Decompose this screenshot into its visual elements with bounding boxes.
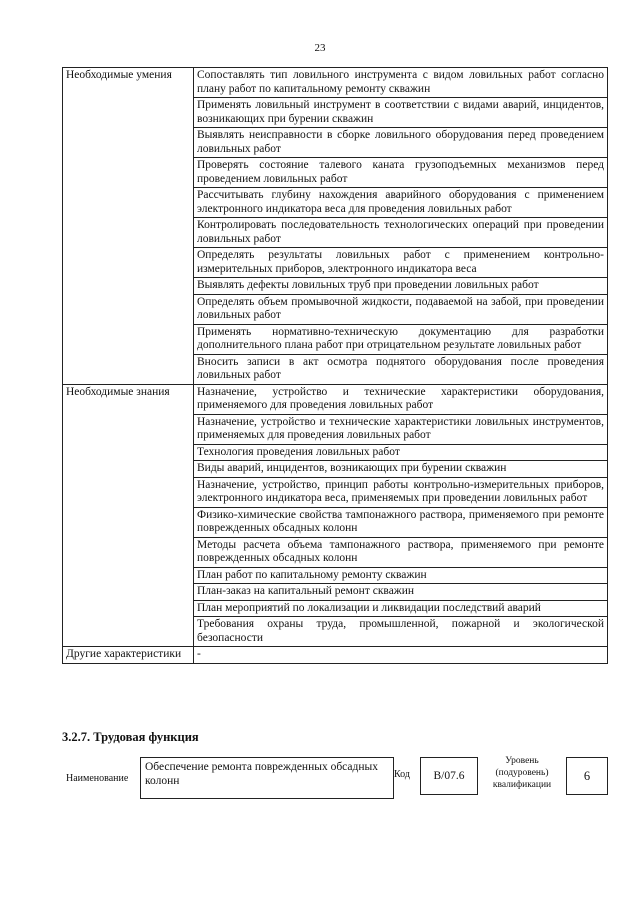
table-cell: Технология проведения ловильных работ <box>194 444 608 461</box>
name-label: Наименование <box>66 773 129 784</box>
table-cell: План работ по капитальному ремонту скважин <box>194 567 608 584</box>
section-title: 3.2.7. Трудовая функция <box>62 730 199 744</box>
table-row <box>63 647 608 664</box>
table-cell: Применять ловильный инструмент в соответствии с видами аварий, инцидентов, возникающих при бурении скважин <box>194 98 608 128</box>
page-number: 23 <box>314 42 326 54</box>
table-cell: Вносить записи в акт осмотра поднятого оборудования после проведения ловильных работ <box>194 354 608 384</box>
table-cell: Проверять состояние талевого каната грузоподъемных механизмов перед проведением ловильных работ <box>194 158 608 188</box>
table-cell: Физико-химические свойства тампонажного раствора, применяемого при ремонте поврежденных обсадных колонн <box>194 507 608 537</box>
table-cell: Назначение, устройство и технические характеристики ловильных инструментов, применяемых для проведения ловильных работ <box>194 414 608 444</box>
skills-label: Необходимые умения <box>63 68 194 385</box>
requirements-table <box>62 67 608 664</box>
table-row <box>63 384 608 414</box>
table-cell: Определять объем промывочной жидкости, подаваемой на забой, при проведении ловильных работ <box>194 294 608 324</box>
table-cell: Назначение, устройство и технические характеристики оборудования, применяемого для проведения ловильных работ <box>194 384 608 414</box>
table-cell: Применять нормативно-техническую документацию для разработки дополнительного плана работ при отрицательном результате ловильных работ <box>194 324 608 354</box>
table-cell: Выявлять дефекты ловильных труб при проведении ловильных работ <box>194 278 608 295</box>
level-label: Уровень (подуровень) квалификации <box>492 756 552 790</box>
table-cell: Требования охраны труда, промышленной, пожарной и экологической безопасности <box>194 617 608 647</box>
table-row <box>63 68 608 98</box>
table-cell: План мероприятий по локализации и ликвидации последствий аварий <box>194 600 608 617</box>
table-cell: Сопоставлять тип ловильного инструмента с видом ловильных работ согласно плану работ по капитальному ремонту скважин <box>194 68 608 98</box>
table-cell: - <box>194 647 608 664</box>
table-cell: Виды аварий, инцидентов, возникающих при бурении скважин <box>194 461 608 478</box>
code-label: Код <box>394 769 410 780</box>
code-value: B/07.6 <box>420 757 478 795</box>
table-cell: Определять результаты ловильных работ с применением контрольно-измерительных приборов, электронного индикатора веса <box>194 248 608 278</box>
table-cell: Назначение, устройство, принцип работы контрольно-измерительных приборов, электронного индикатора веса, применяемых при проведении ловильных работ <box>194 477 608 507</box>
name-value: Обеспечение ремонта поврежденных обсадных колонн <box>140 757 394 799</box>
table-cell: Методы расчета объема тампонажного раствора, применяемого при ремонте поврежденных обсадных колонн <box>194 537 608 567</box>
table-cell: Выявлять неисправности в сборке ловильного оборудования перед проведением ловильных работ <box>194 128 608 158</box>
table-cell: Рассчитывать глубину нахождения аварийного оборудования с применением электронного индикатора веса для проведения ловильных работ <box>194 188 608 218</box>
table-cell: Контролировать последовательность технологических операций при проведении ловильных работ <box>194 218 608 248</box>
knowledge-label: Необходимые знания <box>63 384 194 647</box>
level-value: 6 <box>566 757 608 795</box>
labor-function-header <box>62 755 608 801</box>
other-label: Другие характеристики <box>63 647 194 664</box>
table-cell: План-заказ на капитальный ремонт скважин <box>194 584 608 601</box>
